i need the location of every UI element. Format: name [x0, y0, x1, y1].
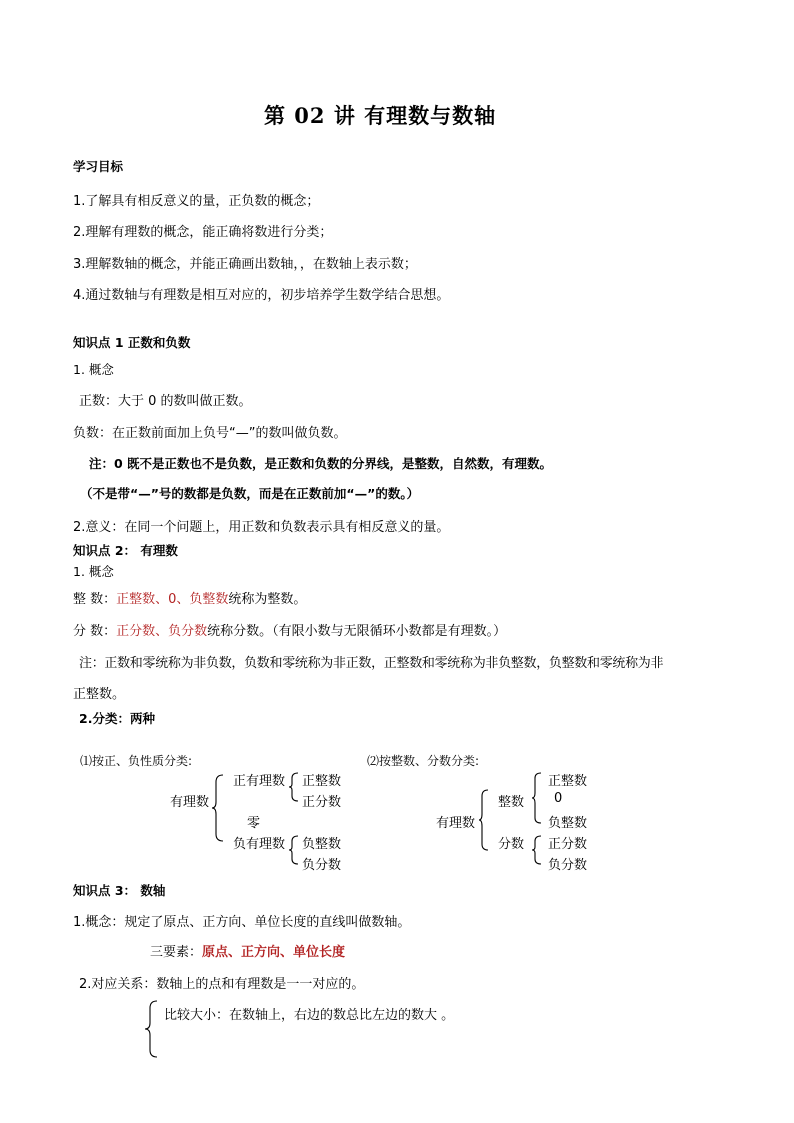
brace-icon — [143, 1000, 159, 1058]
brace-icon — [531, 772, 543, 824]
k2-note-line-2: 正整数。 — [73, 687, 126, 702]
k2-concept-heading: 1. 概念 — [73, 564, 114, 579]
by-sign-caption: ⑴按正、负性质分类: — [80, 754, 193, 768]
k2-note-line-1: 注：正数和零统称为非负数，负数和零统称为非正数，正整数和零统称为非负整数，负整数和零统称为非 — [79, 656, 664, 671]
k1-positive-definition: 正数：大于 0 的数叫做正数。 — [79, 394, 252, 409]
three-elements-label: 三要素： — [150, 945, 203, 960]
k3-concept: 1.概念：规定了原点、正方向、单位长度的直线叫做数轴。 — [73, 915, 411, 930]
by-type-negative-integer: 负整数 — [548, 816, 588, 831]
section-heading-k1: 知识点 1 正数和负数 — [73, 335, 191, 350]
k1-negative-definition: 负数：在正数前面加上负号“—”的数叫做负数。 — [73, 426, 347, 441]
section-heading-k2: 知识点 2： 有理数 — [73, 543, 178, 558]
k1-note: 注：0 既不是正数也不是负数，是正数和负数的分界线，是整数，自然数，有理数。 — [89, 456, 553, 471]
integer-members: 正整数、0、负整数 — [116, 592, 229, 607]
by-type-caption: ⑵按整数、分数分类: — [367, 754, 480, 768]
k2-fraction-definition — [73, 620, 506, 639]
section-heading-k3: 知识点 3： 数轴 — [73, 883, 166, 898]
k2-classify-heading: 2.分类：两种 — [79, 711, 155, 726]
goal-item: 3.理解数轴的概念，并能正确画出数轴，，在数轴上表示数； — [73, 257, 417, 272]
goals-heading: 学习目标 — [73, 159, 124, 174]
goal-item: 2.理解有理数的概念，能正确将数进行分类； — [73, 225, 333, 240]
k3-correspondence: 2.对应关系：数轴上的点和有理数是一一对应的。 — [79, 977, 365, 992]
by-sign-negative-integer: 负整数 — [302, 837, 342, 852]
integer-suffix: 统称为整数。 — [228, 592, 307, 607]
k1-meaning: 2.意义：在同一个问题上，用正数和负数表示具有相反意义的量。 — [73, 520, 450, 535]
goal-item: 1.了解具有相反意义的量，正负数的概念； — [73, 194, 320, 209]
brace-icon — [211, 774, 225, 842]
by-type-zero: 0 — [554, 791, 563, 806]
goal-item: 4.通过数轴与有理数是相互对应的，初步培养学生数学结合思想。 — [73, 288, 450, 303]
three-elements-values: 原点、正方向、单位长度 — [202, 945, 346, 960]
k3-three-elements — [150, 941, 345, 960]
brace-icon — [288, 835, 300, 865]
by-sign-positive-integer: 正整数 — [302, 774, 342, 789]
by-sign-zero: 零 — [247, 816, 261, 831]
by-type-integer: 整数 — [498, 795, 525, 810]
brace-icon — [531, 835, 543, 865]
fraction-members: 正分数、负分数 — [116, 624, 208, 639]
k1-note-2: （不是带“—”号的数都是负数，而是在正数前加“—”的数。） — [80, 486, 420, 501]
page-title: 第 02 讲 有理数与数轴 — [264, 103, 497, 128]
fraction-suffix: 统称分数。（有限小数与无限循环小数都是有理数。） — [207, 624, 507, 639]
brace-icon — [478, 789, 490, 851]
k1-concept-heading: 1. 概念 — [73, 362, 114, 377]
by-type-positive-fraction: 正分数 — [548, 837, 588, 852]
integer-label: 整 数： — [73, 592, 117, 607]
by-type-negative-fraction: 负分数 — [548, 858, 588, 873]
k3-compare-rule: 比较大小：在数轴上，右边的数总比左边的数大 。 — [164, 1008, 455, 1023]
k2-integer-definition — [73, 588, 306, 607]
by-type-fraction: 分数 — [498, 837, 525, 852]
by-sign-root: 有理数 — [170, 795, 210, 810]
brace-icon — [288, 772, 300, 802]
by-type-positive-integer: 正整数 — [548, 774, 588, 789]
by-sign-positive: 正有理数 — [233, 774, 286, 789]
by-sign-negative: 负有理数 — [233, 837, 286, 852]
by-sign-negative-fraction: 负分数 — [302, 858, 342, 873]
by-sign-positive-fraction: 正分数 — [302, 795, 342, 810]
fraction-label: 分 数： — [73, 624, 117, 639]
by-type-root: 有理数 — [436, 816, 476, 831]
